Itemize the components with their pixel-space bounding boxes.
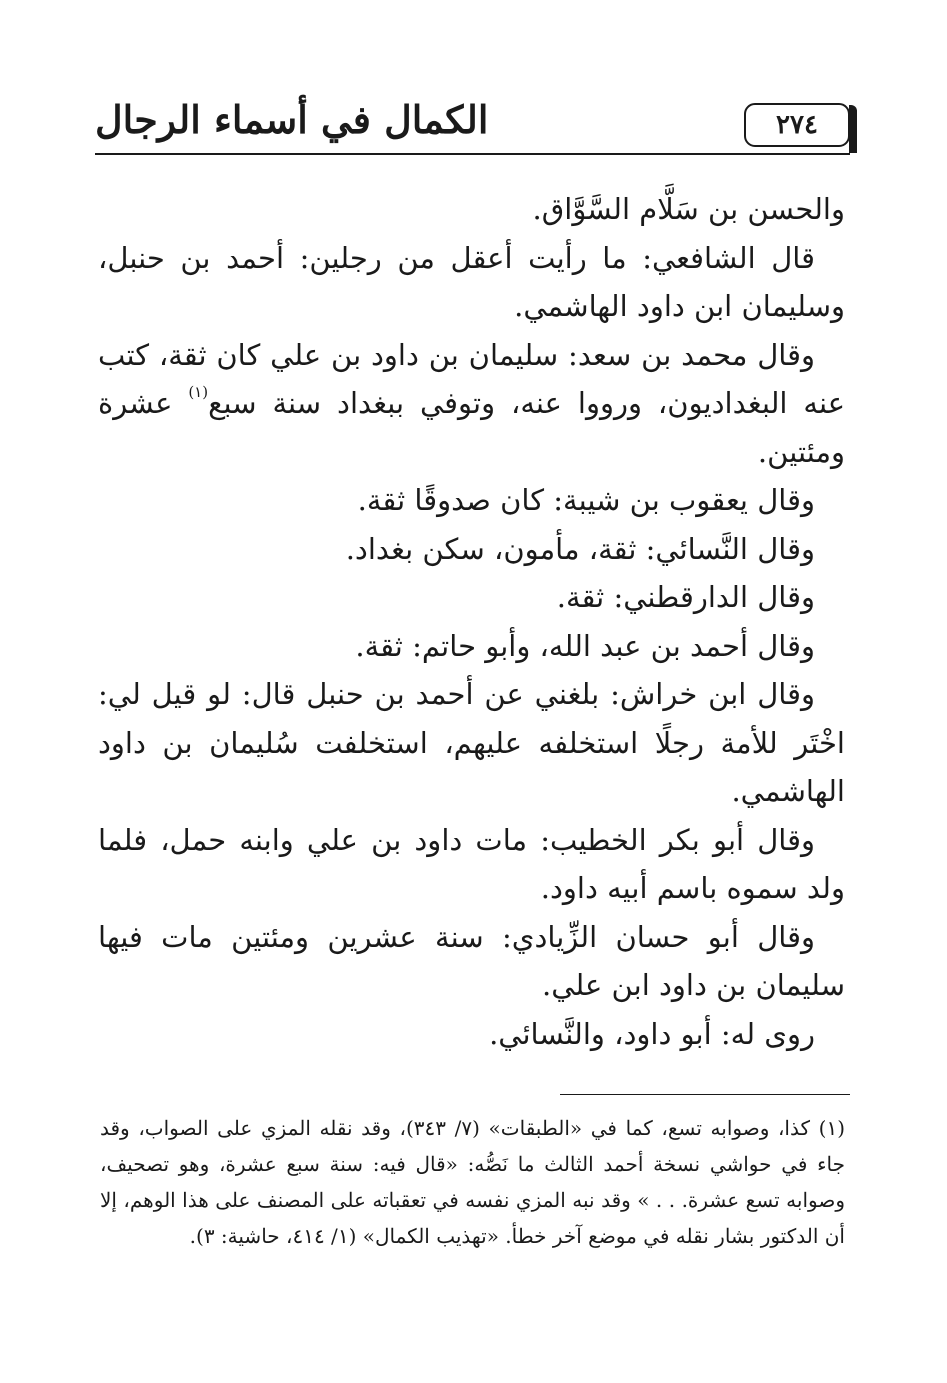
book-title: الكمال في أسماء الرجال <box>95 97 489 142</box>
paragraph: وقال النَّسائي: ثقة، مأمون، سكن بغداد. <box>345 531 815 566</box>
page-header <box>95 95 850 157</box>
paragraph: وقال أبو بكر الخطيب: مات داود بن علي وابنه حمل، فلما ولد سموه باسم أبيه داود. <box>98 822 845 905</box>
paragraph: روى له: أبو داود، والنَّسائي. <box>489 1016 815 1051</box>
paragraph: وقال أبو حسان الزِّيادي: سنة عشرين ومئتين مات فيها سليمان بن داود ابن علي. <box>98 919 845 1002</box>
paragraph: وقال أحمد بن عبد الله، وأبو حاتم: ثقة. <box>355 628 815 663</box>
paragraph: وقال الدارقطني: ثقة. <box>556 580 815 614</box>
footnote-marker[interactable]: (١) <box>188 383 209 401</box>
paragraph: قال الشافعي: ما رأيت أعقل من رجلين: أحمد بن حنبل، وسليمان ابن داود الهاشمي. <box>98 240 845 323</box>
paragraph: وقال ابن خراش: بلغني عن أحمد بن حنبل قال: لو قيل لي: اخْتَر للأمة رجلًا استخلفه عليهم، استخلفت سُليمان بن داود الهاشمي. <box>98 677 845 808</box>
main-text <box>98 185 845 1058</box>
page-number: ٢٧٤ <box>744 103 850 147</box>
paragraph <box>98 331 845 477</box>
paragraph: والحسن بن سَلَّام السَّوَّاق. <box>532 192 845 226</box>
paragraph-text: وقال محمد بن سعد: سليمان بن داود بن علي كان ثقة، كتب عنه البغداديون، ورووا عنه، وتوفي ببغداد سنة سبع <box>98 337 845 420</box>
paragraph-text: عشرة ومئتين. <box>98 386 845 469</box>
header-rule <box>95 153 850 155</box>
footnote: (١) كذا، وصوابه تسع، كما في «الطبقات» (٧/ ٣٤٣)، وقد نقله المزي على الصواب، وقد جاء في حواشي نسخة أحمد الثالث ما نَصُّه: «قال فيه: سنة سبع عشرة، وهو تصحيف، وصوابه تسع عشرة. . . » وقد نبه المزي نفسه في تعقباته على المصنف على هذا الوهم، إلا أن الدكتور بشار نقله في موضع آخر خطأ. «تهذيب الكمال» (١/ ٤١٤، حاشية: ٣). <box>100 1116 845 1248</box>
paragraph: وقال يعقوب بن شيبة: كان صدوقًا ثقة. <box>357 483 815 517</box>
footnote-separator <box>560 1094 850 1095</box>
